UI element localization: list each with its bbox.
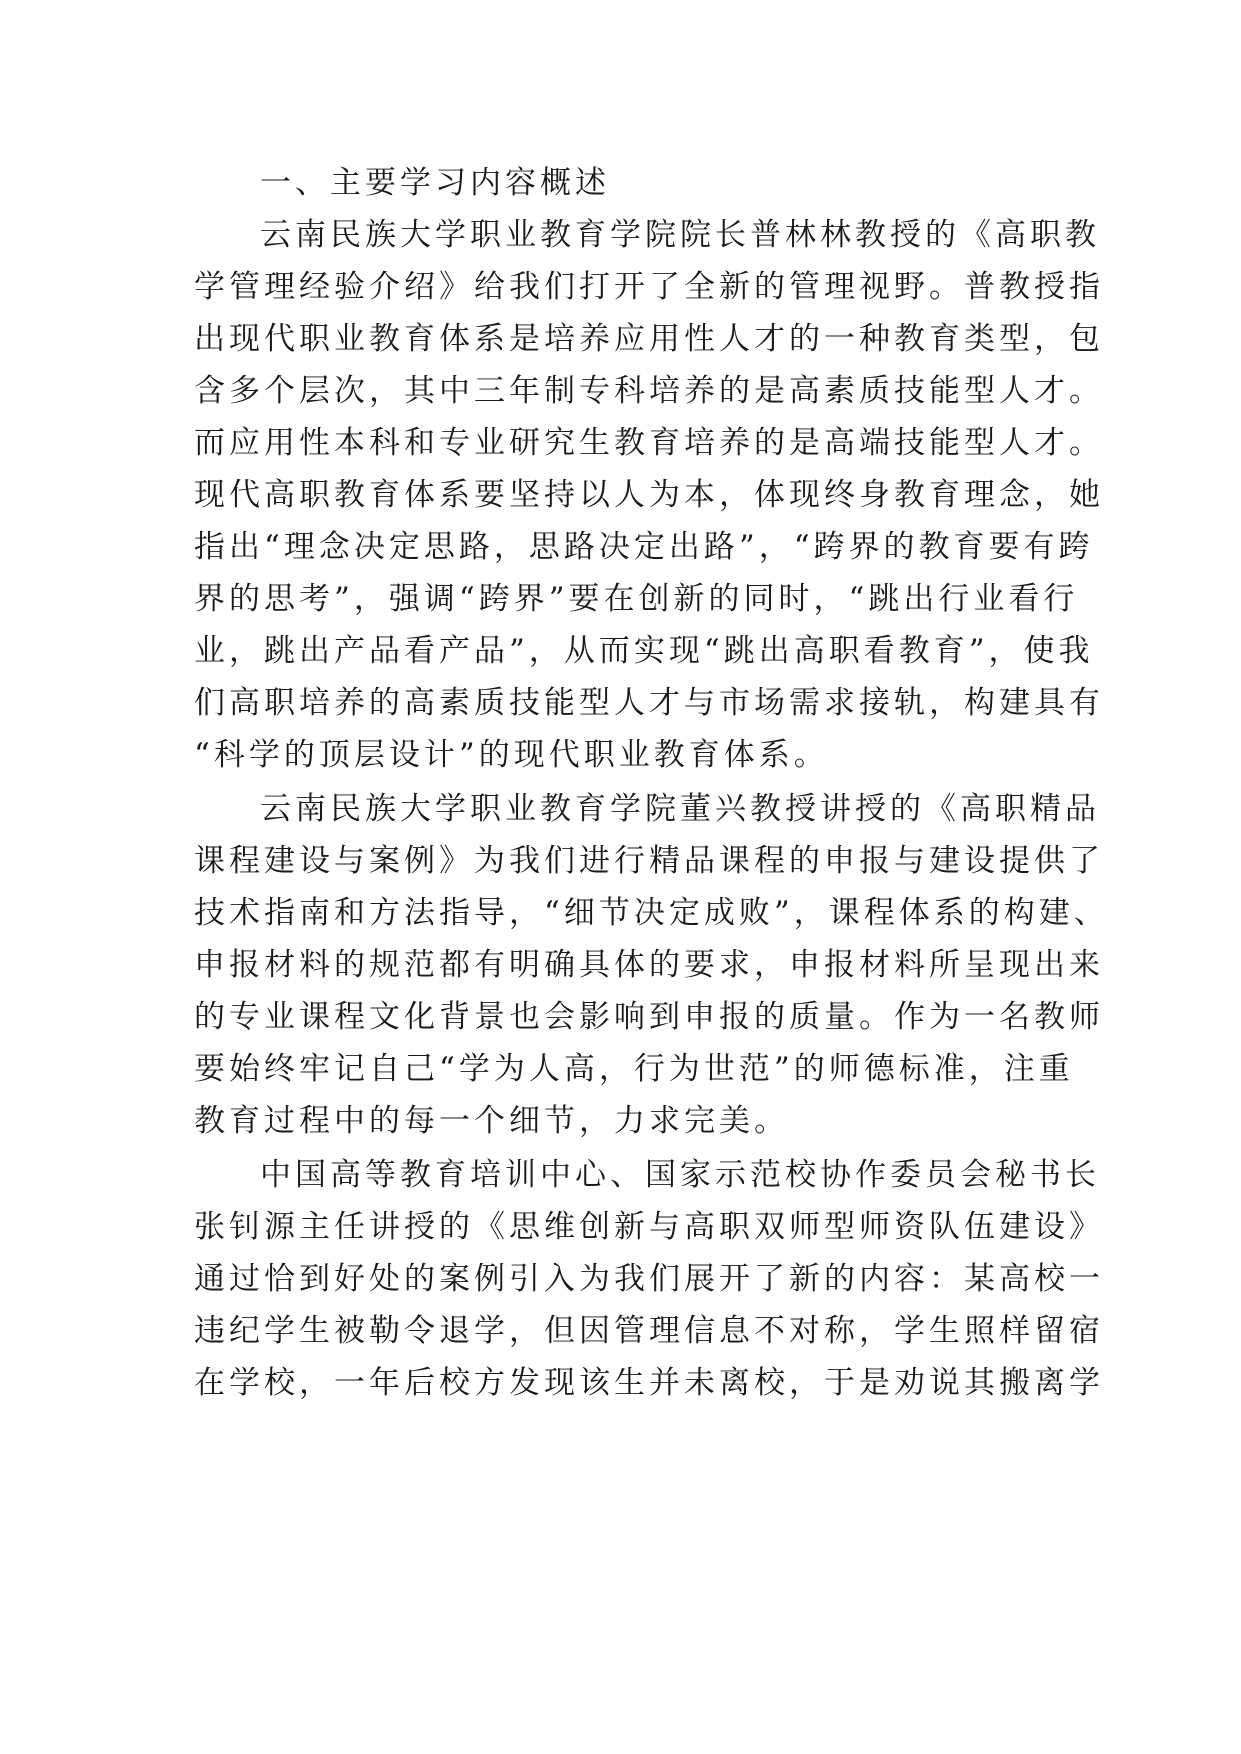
paragraph-1 <box>194 209 1104 781</box>
paragraph-line: 的专业课程文化背景也会影响到申报的质量。作为一名教师 <box>194 999 1104 1035</box>
paragraph-2 <box>194 783 1109 1147</box>
paragraph-line: 要始终牢记自己“学为人高，行为世范”的师德标准，注重 <box>194 1051 1074 1087</box>
paragraph-line: 业，跳出产品看产品”，从而实现“跳出高职看教育”，使我 <box>194 633 1094 669</box>
section-heading: 一、主要学习内容概述 <box>260 165 610 201</box>
paragraph-line: 云南民族大学职业教育学院董兴教授讲授的《高职精品 <box>260 791 1100 827</box>
paragraph-line: 通过恰到好处的案例引入为我们展开了新的内容：某高校一 <box>194 1261 1104 1297</box>
paragraph-line: 在学校，一年后校方发现该生并未离校，于是劝说其搬离学 <box>194 1365 1104 1401</box>
paragraph-line: 云南民族大学职业教育学院院长普林林教授的《高职教 <box>260 217 1100 253</box>
paragraph-line: 界的思考”，强调“跨界”要在创新的同时，“跳出行业看行 <box>194 581 1079 617</box>
paragraph-line: 申报材料的规范都有明确具体的要求，申报材料所呈现出来 <box>194 947 1104 983</box>
paragraph-line: 们高职培养的高素质技能型人才与市场需求接轨，构建具有 <box>194 685 1104 721</box>
paragraph-line: 出现代职业教育体系是培养应用性人才的一种教育类型，包 <box>194 321 1104 357</box>
paragraph-line: 违纪学生被勒令退学，但因管理信息不对称，学生照样留宿 <box>194 1313 1104 1349</box>
paragraph-line: “科学的顶层设计”的现代职业教育体系。 <box>194 737 829 773</box>
paragraph-line: 中国高等教育培训中心、国家示范校协作委员会秘书长 <box>260 1157 1100 1193</box>
paragraph-line: 指出“理念决定思路，思路决定出路”，“跨界的教育要有跨 <box>194 529 1094 565</box>
paragraph-line: 课程建设与案例》为我们进行精品课程的申报与建设提供了 <box>194 843 1104 879</box>
paragraph-line: 教育过程中的每一个细节，力求完美。 <box>194 1103 789 1139</box>
paragraph-line: 而应用性本科和专业研究生教育培养的是高端技能型人才。 <box>194 425 1104 461</box>
paragraph-line: 张钊源主任讲授的《思维创新与高职双师型师资队伍建设》 <box>194 1209 1104 1245</box>
paragraph-line: 学管理经验介绍》给我们打开了全新的管理视野。普教授指 <box>194 269 1104 305</box>
paragraph-line: 技术指南和方法指导，“细节决定成败”，课程体系的构建、 <box>194 895 1109 931</box>
document-body <box>194 157 1109 1411</box>
paragraph-3 <box>194 1149 1104 1409</box>
paragraph-line: 现代高职教育体系要坚持以人为本，体现终身教育理念，她 <box>194 477 1104 513</box>
paragraph-line: 含多个层次，其中三年制专科培养的是高素质技能型人才。 <box>194 373 1104 409</box>
